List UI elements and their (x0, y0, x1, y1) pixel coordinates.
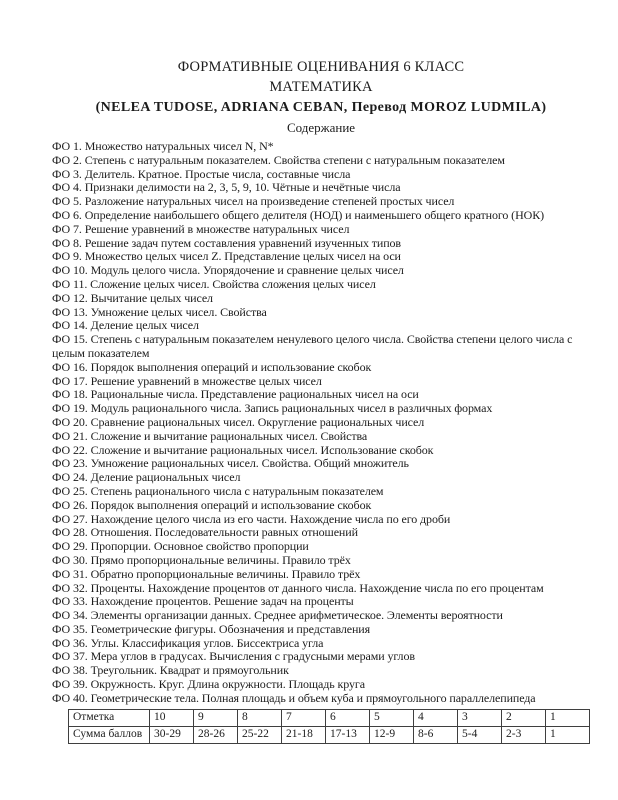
toc-item: ФО 7. Решение уравнений в множестве натуральных чисел (52, 221, 350, 236)
toc-item: ФО 36. Углы. Классификация углов. Биссектриса угла (52, 635, 324, 650)
toc-item: ФО 20. Сравнение рациональных чисел. Округление рациональных чисел (52, 414, 425, 429)
grade-cell: 28-26 (194, 726, 238, 743)
grade-cell: 30-29 (150, 726, 194, 743)
grade-cell: 6 (326, 709, 370, 726)
grade-scale-table (68, 709, 590, 744)
document-header (52, 57, 590, 137)
toc-item: ФО 39. Окружность. Круг. Длина окружности. Площадь круга (52, 677, 365, 692)
toc-item: ФО 27. Нахождение целого числа из его части. Нахождение числа по его дроби (52, 511, 451, 526)
document-subtitle: МАТЕМАТИКА (269, 79, 373, 95)
toc-item: ФО 38. Треугольник. Квадрат и прямоугольник (52, 663, 289, 678)
grade-cell: 25-22 (238, 726, 282, 743)
grade-row-label: Сумма баллов (69, 726, 150, 743)
document-title: ФОРМАТИВНЫЕ ОЦЕНИВАНИЯ 6 КЛАСС (177, 59, 465, 75)
contents-heading: Содержание (286, 120, 356, 135)
grade-cell: 5-4 (458, 726, 502, 743)
toc-item: ФО 32. Проценты. Нахождение процентов от данного числа. Нахождение числа по его процентам (52, 580, 544, 595)
toc-item: ФО 25. Степень рационального числа с натуральным показателем (52, 483, 384, 498)
grade-row-points (69, 726, 590, 743)
authors-line: (NELEA TUDOSE, ADRIANA CEBAN, Перевод MOROZ LUDMILA) (95, 100, 547, 115)
toc-item: ФО 8. Решение задач путем составления уравнений изученных типов (52, 235, 402, 250)
toc-item: ФО 17. Решение уравнений в множестве целых чисел (52, 373, 322, 388)
toc-item: ФО 26. Порядок выполнения операций и использование скобок (52, 497, 372, 512)
toc-item: ФО 9. Множество целых чисел Z. Представление целых чисел на оси (52, 249, 401, 264)
grade-row-label: Отметка (69, 709, 150, 726)
toc-item: ФО 22. Сложение и вычитание рациональных чисел. Использование скобок (52, 442, 434, 457)
toc-item: ФО 10. Модуль целого числа. Упорядочение и сравнение целых чисел (52, 263, 404, 278)
grade-cell: 7 (282, 709, 326, 726)
toc-item: ФО 40. Геометрические тела. Полная площадь и объем куба и прямоугольного параллелепипеда (52, 690, 536, 705)
grade-cell: 8 (238, 709, 282, 726)
grade-cell: 9 (194, 709, 238, 726)
toc-item: ФО 37. Мера углов в градусах. Вычисления с градусными мерами углов (52, 649, 415, 664)
grade-cell: 1 (546, 709, 590, 726)
toc-item: ФО 24. Деление рациональных чисел (52, 470, 241, 485)
toc-item: ФО 12. Вычитание целых чисел (52, 290, 213, 305)
toc-item: ФО 2. Степень с натуральным показателем. Свойства степени с натуральным показателем (52, 152, 505, 167)
toc-item: ФО 3. Делитель. Кратное. Простые числа, составные числа (52, 166, 351, 181)
toc-item: ФО 11. Сложение целых чисел. Свойства сложения целых чисел (52, 276, 376, 291)
toc-item: ФО 5. Разложение натуральных чисел на произведение степеней простых чисел (52, 194, 455, 209)
grade-cell: 12-9 (370, 726, 414, 743)
toc-item: ФО 14. Деление целых чисел (52, 318, 199, 333)
toc-item: ФО 31. Обратно пропорциональные величины. Правило трёх (52, 566, 361, 581)
grade-cell: 8-6 (414, 726, 458, 743)
toc-item: ФО 13. Умножение целых чисел. Свойства (52, 304, 267, 319)
grade-cell: 3 (458, 709, 502, 726)
grade-row-marks (69, 709, 590, 726)
toc-item: ФО 23. Умножение рациональных чисел. Свойства. Общий множитель (52, 456, 409, 471)
grade-cell: 10 (150, 709, 194, 726)
toc-item: ФО 28. Отношения. Последовательности равных отношений (52, 525, 358, 540)
grade-cell: 2 (502, 709, 546, 726)
grade-cell: 4 (414, 709, 458, 726)
grade-cell: 17-13 (326, 726, 370, 743)
toc-item: ФО 34. Элементы организации данных. Среднее арифметическое. Элементы вероятности (52, 608, 503, 623)
toc-item: ФО 18. Рациональные числа. Представление рациональных чисел на оси (52, 387, 419, 402)
toc-item: ФО 35. Геометрические фигуры. Обозначения и представления (52, 621, 371, 636)
toc-item: ФО 16. Порядок выполнения операций и использование скобок (52, 359, 372, 374)
toc-item: ФО 33. Нахождение процентов. Решение задач на проценты (52, 594, 354, 609)
toc-item: ФО 30. Прямо пропорциональные величины. Правило трёх (52, 552, 351, 567)
toc-item: ФО 1. Множество натуральных чисел N, N* (52, 139, 274, 153)
toc-item: ФО 15. Степень с натуральным показателем ненулевого целого числа. Свойства степени целого числа с целым показателем (52, 332, 573, 360)
grade-cell: 1 (546, 726, 590, 743)
table-of-contents (52, 140, 576, 706)
toc-item: ФО 4. Признаки делимости на 2, 3, 5, 9, 10. Чётные и нечётные числа (52, 180, 401, 195)
grade-cell: 2-3 (502, 726, 546, 743)
toc-item: ФО 29. Пропорции. Основное свойство пропорции (52, 539, 309, 554)
toc-item: ФО 19. Модуль рационального числа. Запись рациональных чисел в различных формах (52, 401, 493, 416)
toc-item: ФО 6. Определение наибольшего общего делителя (НОД) и наименьшего общего кратного (НОК) (52, 207, 545, 222)
grade-cell: 21-18 (282, 726, 326, 743)
toc-item: ФО 21. Сложение и вычитание рациональных чисел. Свойства (52, 428, 368, 443)
grade-cell: 5 (370, 709, 414, 726)
